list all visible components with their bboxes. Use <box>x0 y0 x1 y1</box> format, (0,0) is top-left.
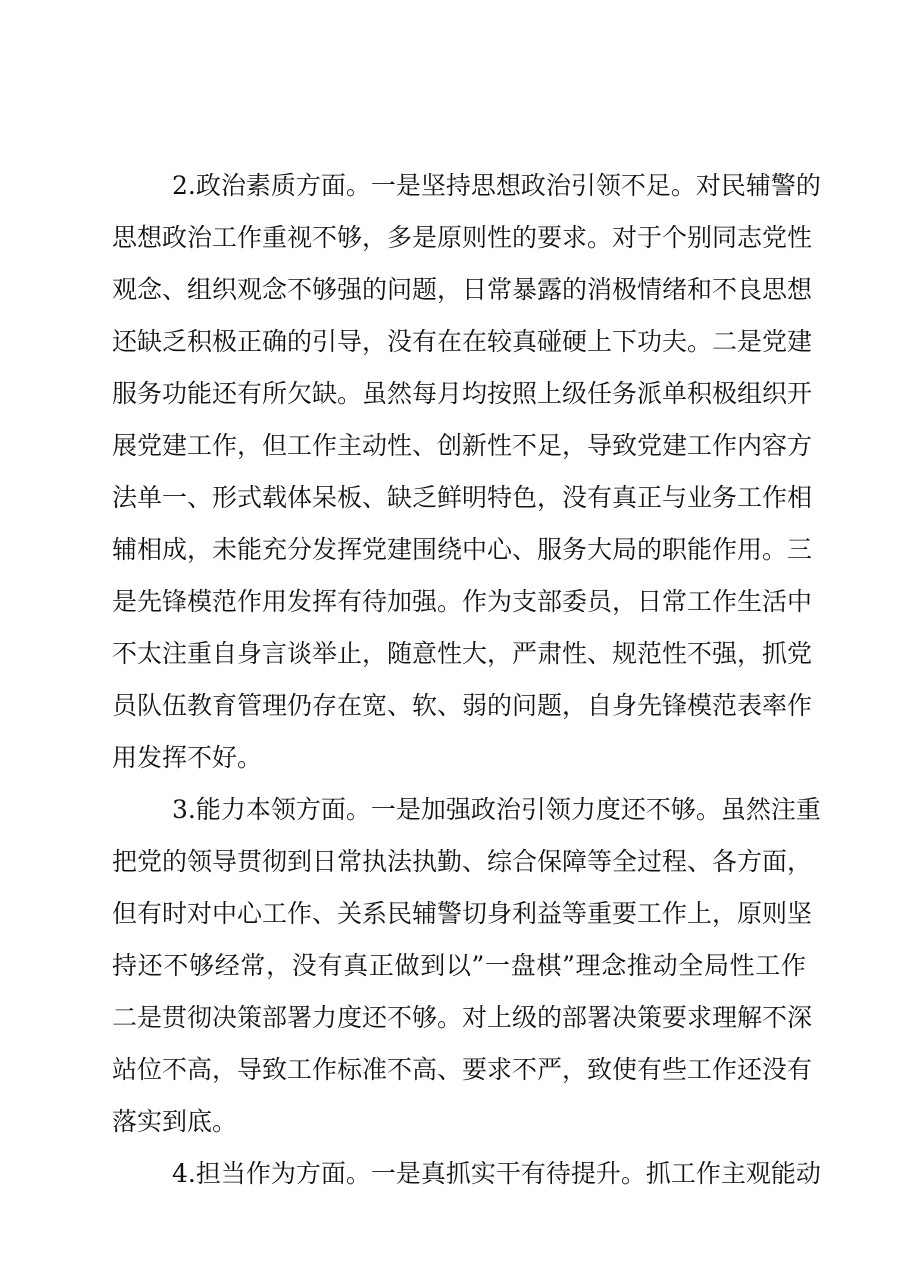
paragraph-2-line-7: 法单一、形式载体呆板、缺乏鲜明特色，没有真正与业务工作相 <box>112 483 813 512</box>
paragraph-4-line-1: 4.担当作为方面。一是真抓实干有待提升。抓工作主观能动 <box>172 1159 821 1188</box>
paragraph-3-line-5: 二是贯彻决策部署力度还不够。对上级的部署决策要求理解不深 <box>112 1003 813 1032</box>
paragraph-2-line-11: 员队伍教育管理仍存在宽、软、弱的问题，自身先锋模范表率作 <box>112 691 813 720</box>
paragraph-2-line-1: 2.政治素质方面。一是坚持思想政治引领不足。对民辅警的 <box>172 171 821 200</box>
paragraph-3-line-7: 落实到底。 <box>112 1107 238 1136</box>
paragraph-3-line-4: 持还不够经常，没有真正做到以”一盘棋”理念推动全局性工作 <box>112 951 806 980</box>
paragraph-2-line-10: 不太注重自身言谈举止，随意性大，严肃性、规范性不强，抓党 <box>112 639 813 668</box>
paragraph-2-line-12: 用发挥不好。 <box>112 743 263 772</box>
paragraph-3-line-6: 站位不高，导致工作标准不高、要求不严，致使有些工作还没有 <box>112 1055 813 1084</box>
paragraph-2-line-9: 是先锋模范作用发挥有待加强。作为支部委员，日常工作生活中 <box>112 587 813 616</box>
paragraph-3-line-1: 3.能力本领方面。一是加强政治引领力度还不够。虽然注重 <box>172 795 821 824</box>
paragraph-3-line-3: 但有时对中心工作、关系民辅警切身利益等重要工作上，原则坚 <box>112 899 813 928</box>
paragraph-3-line-2: 把党的领导贯彻到日常执法执勤、综合保障等全过程、各方面， <box>112 847 813 876</box>
paragraph-2-line-8: 辅相成，未能充分发挥党建围绕中心、服务大局的职能作用。三 <box>112 535 813 564</box>
paragraph-2-line-4: 还缺乏积极正确的引导，没有在在较真碰硬上下功夫。二是党建 <box>112 327 813 356</box>
paragraph-2-line-6: 展党建工作，但工作主动性、创新性不足，导致党建工作内容方 <box>112 431 813 460</box>
paragraph-2-line-3: 观念、组织观念不够强的问题，日常暴露的消极情绪和不良思想 <box>112 275 813 304</box>
paragraph-2-line-2: 思想政治工作重视不够，多是原则性的要求。对于个别同志党性 <box>112 223 813 252</box>
paragraph-2-line-5: 服务功能还有所欠缺。虽然每月均按照上级任务派单积极组织开 <box>112 379 813 408</box>
